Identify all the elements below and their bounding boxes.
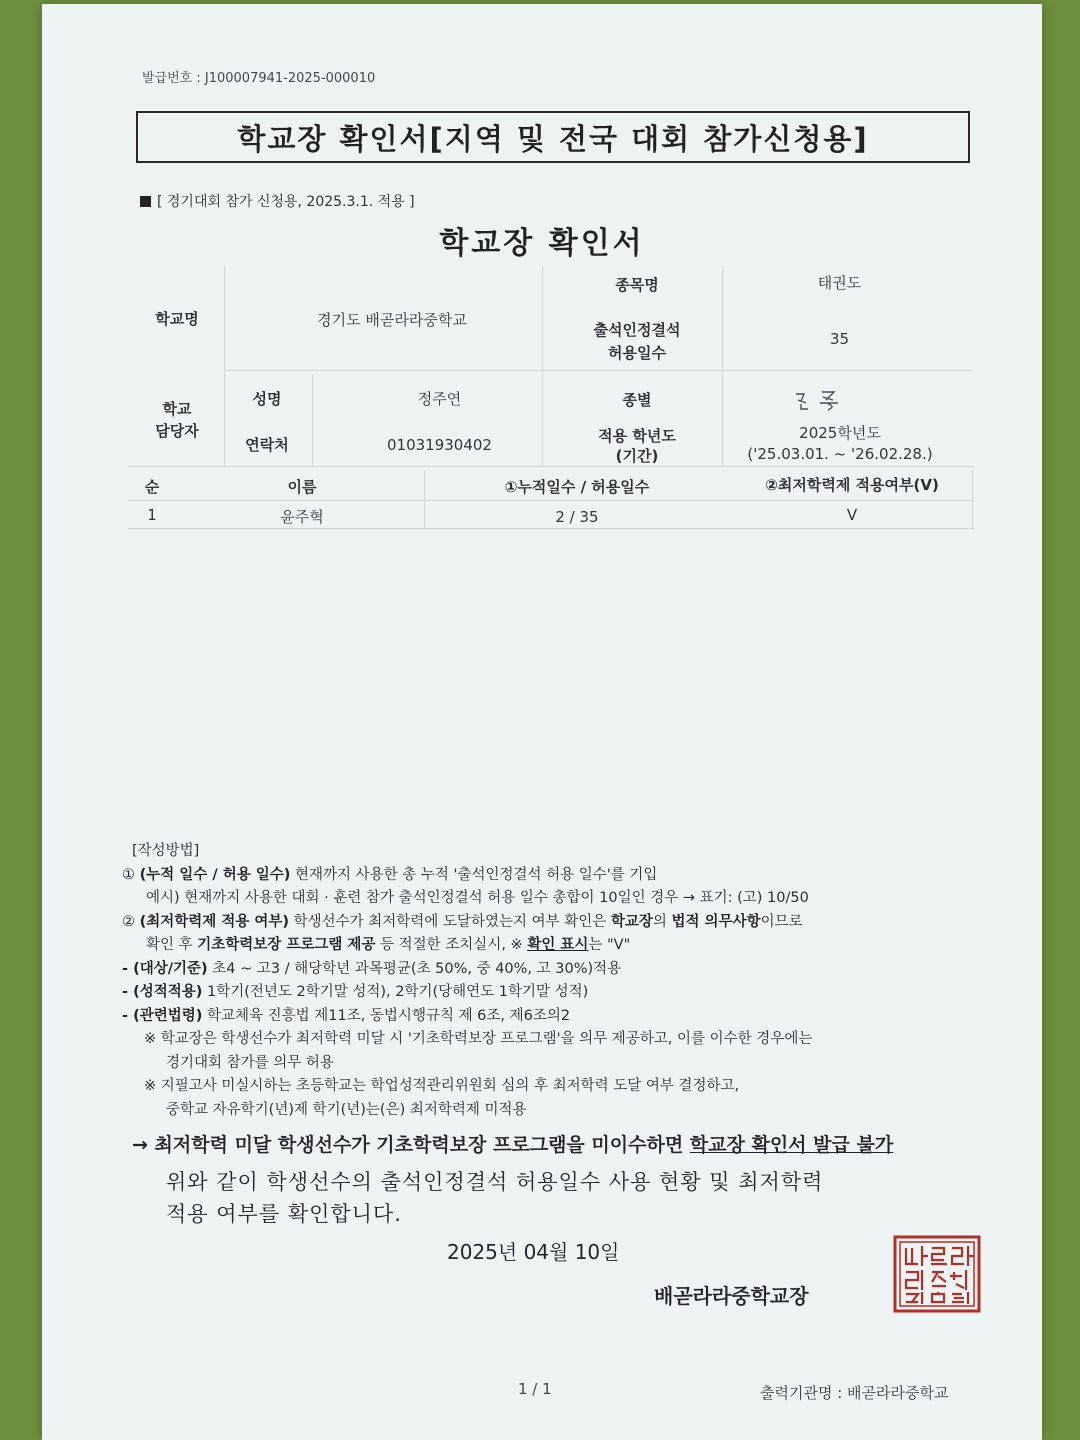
name-value: 정주연	[417, 390, 462, 408]
subheading: [ 경기대회 참가 신청용, 2025.3.1. 적용 ]	[140, 191, 415, 211]
row-no: 1	[147, 506, 157, 524]
year-value-1: 2025학년도	[799, 424, 881, 442]
manager-label-2: 담당자	[155, 422, 199, 440]
note-1-example: 예시) 현재까지 사용한 대회 · 훈련 참가 출석인정결석 허용 일수 총합이 10일인 경우 → 표기: (고) 10/50	[146, 890, 809, 906]
table-line	[128, 466, 974, 467]
table-line	[542, 266, 543, 466]
print-organization: 출력기관명 : 배곧라라중학교	[760, 1384, 949, 1402]
confirmation-statement: 위와 같이 학생선수의 출석인정결석 허용일수 사용 현황 및 최저학력 적용 여부를 확인합니다.	[166, 1170, 824, 1226]
issuance-warning: → 최저학력 미달 학생선수가 기초학력보장 프로그램을 미이수하면 학교장 확인서 발급 불가	[132, 1134, 894, 1156]
year-value-2: ('25.03.01. ~ '26.02.28.)	[747, 445, 933, 463]
bullet-square-icon	[140, 196, 151, 207]
principal-title: 배곧라라중학교장	[654, 1284, 809, 1308]
contact-label: 연락처	[245, 436, 289, 454]
absence-label-1: 출석인정결석	[593, 321, 681, 339]
row-days: 2 / 35	[555, 508, 599, 526]
absence-label-2: 허용일수	[608, 344, 666, 362]
sport-value: 태권도	[817, 274, 862, 292]
table-line	[424, 470, 425, 528]
main-title-box	[136, 111, 970, 163]
note-2-line-2: 확인 후 기초학력보장 프로그램 제공 등 적절한 조치실시, ※ 확인 표시는 "V"	[146, 937, 631, 953]
note-remark-1: ※ 학교장은 학생선수가 최저학력 미달 시 '기초학력보장 프로그램'을 의무 제공하고, 이를 이수한 경우에는	[144, 1031, 813, 1047]
year-label-1: 적용 학년도	[598, 427, 676, 445]
issue-number: 발급번호 : J100007941-2025-000010	[142, 71, 376, 86]
issue-date: 2025년 04월 10일	[447, 1240, 620, 1264]
table-line	[722, 266, 723, 466]
official-seal	[892, 1234, 982, 1314]
sport-label: 종목명	[615, 276, 659, 294]
school-value: 경기도 배곧라라중학교	[317, 311, 467, 329]
absence-value: 35	[829, 330, 850, 348]
gender-handwriting	[792, 386, 852, 412]
table-line	[224, 266, 225, 466]
school-label: 학교명	[155, 310, 199, 328]
name-label: 성명	[252, 390, 282, 408]
table-line	[312, 374, 313, 466]
note-grade: - (성적적용) 1학기(전년도 2학기말 성적), 2학기(당해연도 1학기말 성적)	[122, 984, 589, 1000]
col-header-applied: ②최저학력제 적용여부(V)	[765, 476, 939, 494]
col-header-days: ①누적일수 / 허용일수	[504, 478, 650, 496]
table-line	[224, 370, 972, 371]
note-remark-2: ※ 지필고사 미실시하는 초등학교는 학업성적관리위원회 심의 후 최저학력 도달 여부 결정하고,	[144, 1078, 740, 1094]
note-remark-2-cont: 중학교 자유학기(년)제 학기(년)는(은) 최저학력제 미적용	[166, 1101, 527, 1118]
note-remark-1-cont: 경기대회 참가를 의무 허용	[166, 1054, 334, 1071]
handwriting-icon	[792, 386, 852, 412]
notes-heading: [작성방법]	[132, 843, 200, 859]
row-name: 윤주혁	[280, 508, 324, 526]
table-line	[972, 470, 973, 528]
document-title: 학교장 확인서	[439, 226, 645, 261]
main-title: 학교장 확인서[지역 및 전국 대회 참가신청용]	[237, 121, 869, 156]
table-line	[128, 500, 974, 501]
seal-icon	[892, 1234, 982, 1314]
document-page	[42, 4, 1042, 1440]
gender-label: 종별	[622, 391, 652, 409]
note-1: ① (누적 일수 / 허용 일수) 현재까지 사용한 총 누적 '출석인정결석 허용 일수'를 기입	[122, 866, 658, 883]
manager-label-1: 학교	[162, 400, 192, 418]
note-2: ② (최저학력제 적용 여부) 학생선수가 최저학력에 도달하였는지 여부 확인은 학교장의 법적 의무사항이므로	[122, 913, 803, 930]
col-header-no: 순	[144, 478, 160, 496]
note-target: - (대상/기준) 초4 ~ 고3 / 해당학년 과목평균(초 50%, 중 40%, 고 30%)적용	[122, 960, 622, 977]
writing-instructions	[122, 840, 812, 1122]
col-header-name: 이름	[287, 478, 317, 496]
contact-value: 01031930402	[387, 436, 492, 454]
row-applied: V	[846, 506, 858, 524]
note-law: - (관련법령) 학교체육 진흥법 제11조, 동법시행규칙 제 6조, 제6조의2	[122, 1007, 571, 1024]
page-number: 1 / 1	[518, 1380, 552, 1398]
table-line	[128, 528, 974, 529]
year-label-2: (기간)	[615, 447, 659, 465]
